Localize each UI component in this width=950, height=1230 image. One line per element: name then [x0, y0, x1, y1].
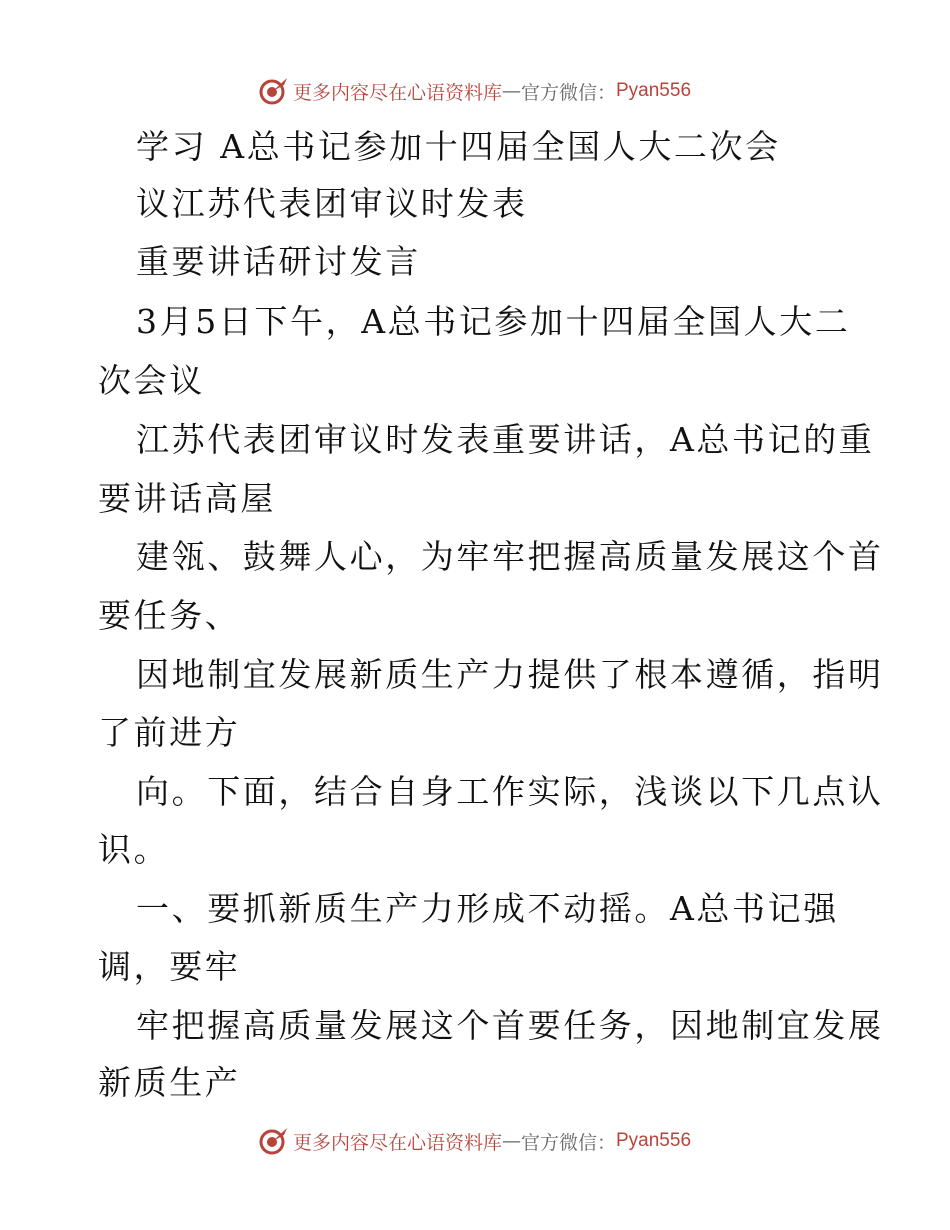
top-watermark	[0, 71, 950, 111]
watermark-sub-text: 官方微信：	[520, 81, 616, 104]
body-line: 要讲话高屋	[98, 479, 276, 518]
watermark-dash: —	[501, 1130, 521, 1152]
title-line-1: 学习 A总书记参加十四届全国人大二次会	[136, 127, 781, 166]
title-line-2: 议江苏代表团审议时发表	[136, 184, 528, 223]
body-line: 识。	[98, 830, 170, 869]
watermark-dash: —	[501, 80, 521, 102]
body-line: 次会议	[98, 361, 205, 400]
body-line: 一、要抓新质生产力形成不动摇。A总书记强	[136, 889, 839, 928]
watermark-main-text: 更多内容尽在心语资料库	[292, 81, 502, 104]
body-line: 要任务、	[98, 596, 241, 635]
body-line: 了前进方	[98, 713, 241, 752]
body-line: 建瓴、鼓舞人心，为牢牢把握高质量发展这个首	[136, 537, 884, 576]
body-line: 牢把握高质量发展这个首要任务，因地制宜发展	[136, 1006, 884, 1045]
watermark-id: Pyan556	[616, 1130, 692, 1151]
body-line: 3月5日下午，A总书记参加十四届全国人大二	[136, 302, 851, 341]
title-line-3: 重要讲话研讨发言	[136, 242, 421, 281]
body-line: 调，要牢	[98, 947, 241, 986]
quill-pen-circle-logo-icon	[259, 76, 289, 106]
body-line: 江苏代表团审议时发表重要讲话，A总书记的重	[136, 420, 875, 459]
body-line: 新质生产	[98, 1063, 241, 1102]
watermark-sub-text: 官方微信：	[520, 1131, 616, 1154]
watermark-id: Pyan556	[616, 80, 692, 101]
body-line: 因地制宜发展新质生产力提供了根本遵循，指明	[136, 655, 884, 694]
bottom-watermark	[0, 1121, 950, 1161]
watermark-main-text: 更多内容尽在心语资料库	[292, 1131, 502, 1154]
quill-pen-circle-logo-icon	[259, 1126, 289, 1156]
body-line: 向。下面，结合自身工作实际，浅谈以下几点认	[136, 772, 884, 811]
